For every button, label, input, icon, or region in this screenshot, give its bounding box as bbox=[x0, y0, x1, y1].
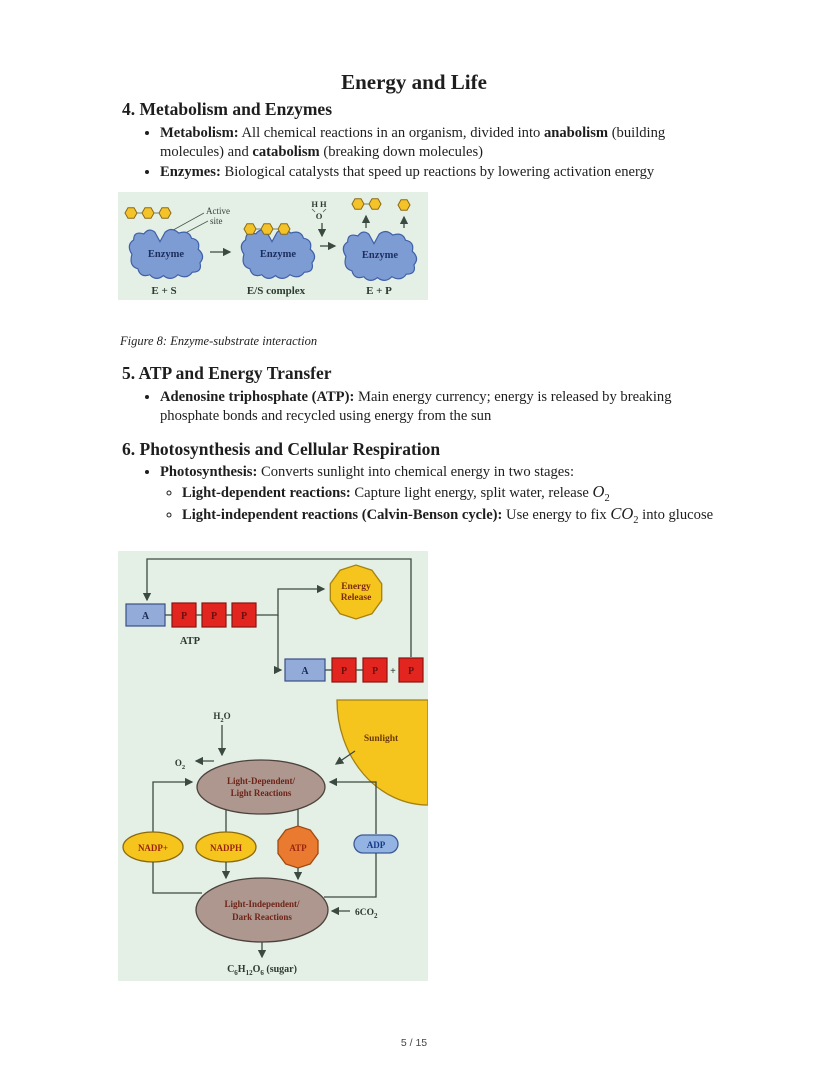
light-independent-label: Light-Independent/ bbox=[224, 899, 300, 909]
hexagon-icon bbox=[244, 224, 256, 234]
substrate-chain bbox=[125, 208, 171, 218]
photosynthesis-figure bbox=[118, 551, 428, 981]
bullet-atp bbox=[160, 388, 708, 427]
nadph-label: NADPH bbox=[210, 843, 242, 853]
light-dependent-label: Light-Dependent/ bbox=[226, 776, 296, 786]
bullet-text: Capture light energy, split water, release bbox=[350, 485, 593, 502]
hexagon-icon bbox=[142, 208, 154, 218]
hexagon-icon bbox=[352, 199, 364, 209]
math-o2-sub: 2 bbox=[604, 493, 610, 505]
water-o-label: O bbox=[315, 211, 323, 221]
term-catabolism: catabolism bbox=[252, 144, 320, 161]
section-heading-atp: 5. ATP and Energy Transfer bbox=[122, 363, 332, 383]
phosphate-label: P bbox=[210, 611, 218, 622]
photosynthesis-bullet-list bbox=[144, 463, 720, 525]
phosphate-label: P bbox=[240, 611, 248, 622]
atp-chain-label: ATP bbox=[179, 636, 201, 647]
glucose-formula-label: $C_6H_{12}O_6$ (sugar) bbox=[227, 964, 297, 977]
stage-label-es: E + S bbox=[151, 285, 177, 297]
sub-bullet-light-dependent bbox=[182, 482, 720, 503]
hexagon-icon bbox=[398, 200, 410, 210]
bullet-text: (building molecules) and bbox=[160, 125, 666, 161]
co2-label: $6CO_2$ bbox=[355, 908, 378, 920]
term-photosynthesis: Photosynthesis: bbox=[160, 464, 258, 480]
adenosine-label: A bbox=[301, 666, 309, 677]
active-site-label: site bbox=[210, 216, 223, 226]
enzyme-substrate-figure bbox=[118, 192, 428, 300]
light-dependent-oval bbox=[197, 760, 325, 814]
page-number: 5 / 15 bbox=[400, 1037, 428, 1049]
h2o-label: $H_2O$ bbox=[213, 711, 231, 724]
stage-label-complex: E/S complex bbox=[246, 285, 306, 297]
enzyme-label: Enzyme bbox=[147, 249, 185, 260]
stage-label-ep: E + P bbox=[366, 285, 392, 297]
bullet-enzymes bbox=[160, 163, 712, 182]
figure-caption: Figure 8: Enzyme-substrate interaction bbox=[120, 334, 318, 348]
energy-release-label: Energy bbox=[341, 582, 371, 592]
energy-release-label: Release bbox=[340, 593, 372, 603]
phosphate-label: P bbox=[340, 666, 348, 677]
o2-label: $O_2$ bbox=[174, 758, 186, 771]
math-o2: O bbox=[592, 482, 605, 502]
bullet-text: Use energy to fix bbox=[502, 506, 611, 523]
bullet-photosynthesis bbox=[160, 463, 720, 525]
phosphate-label: P bbox=[180, 611, 188, 622]
water-h-label: H H bbox=[311, 199, 327, 209]
term-light-independent: Light-independent reactions (Calvin-Benson cycle): bbox=[182, 506, 503, 523]
sunlight-label: Sunlight bbox=[363, 734, 399, 744]
term-atp: Adenosine triphosphate (ATP): bbox=[160, 389, 355, 405]
enzyme-label: Enzyme bbox=[259, 249, 297, 260]
phosphate-label: P bbox=[407, 666, 415, 677]
hexagon-icon bbox=[278, 224, 290, 234]
sub-bullet-light-independent bbox=[182, 504, 720, 525]
light-independent-label: Dark Reactions bbox=[232, 912, 292, 922]
hexagon-icon bbox=[369, 199, 381, 209]
term-light-dependent: Light-dependent reactions: bbox=[182, 485, 351, 502]
bound-substrate-chain bbox=[244, 224, 290, 234]
section-heading-metabolism: 4. Metabolism and Enzymes bbox=[122, 99, 332, 119]
page-title: Energy and Life bbox=[341, 70, 487, 94]
hexagon-icon bbox=[261, 224, 273, 234]
atp-bullet-list bbox=[144, 388, 708, 427]
adp-label: ADP bbox=[366, 840, 386, 850]
bullet-text: Main energy currency; energy is released by breaking phosphate bonds and recycled using energy from the sun bbox=[160, 389, 672, 425]
adenosine-label: A bbox=[141, 611, 150, 622]
term-anabolism: anabolism bbox=[543, 125, 609, 141]
math-co2-sub: 2 bbox=[633, 514, 639, 526]
photosynthesis-sublist bbox=[160, 482, 720, 525]
bullet-text: Biological catalysts that speed up reactions by lowering activation energy bbox=[220, 163, 655, 180]
bullet-text: All chemical reactions in an organism, divided into bbox=[238, 125, 544, 141]
phosphate-label: P bbox=[371, 666, 379, 677]
bullet-metabolism bbox=[160, 124, 712, 163]
math-co2: CO bbox=[610, 503, 634, 523]
bullet-text: into glucose bbox=[638, 506, 714, 523]
hexagon-icon bbox=[125, 208, 137, 218]
light-independent-oval bbox=[196, 878, 328, 942]
bullet-text: Converts sunlight into chemical energy in two stages: bbox=[257, 464, 574, 480]
atp-label: ATP bbox=[289, 843, 307, 853]
hexagon-icon bbox=[159, 208, 171, 218]
term-enzymes: Enzymes: bbox=[160, 163, 221, 180]
nadp-plus-label: NADP+ bbox=[137, 843, 169, 853]
bullet-text: (breaking down molecules) bbox=[319, 144, 484, 161]
metabolism-bullet-list bbox=[144, 124, 712, 182]
active-site-label: Active bbox=[206, 206, 230, 216]
section-heading-photosynthesis: 6. Photosynthesis and Cellular Respiration bbox=[122, 439, 441, 459]
energy-release-burst bbox=[330, 565, 381, 619]
light-dependent-label: Light Reactions bbox=[230, 788, 292, 798]
term-metabolism: Metabolism: bbox=[160, 125, 239, 141]
plus-sign: + bbox=[390, 666, 396, 677]
enzyme-label: Enzyme bbox=[361, 250, 399, 261]
